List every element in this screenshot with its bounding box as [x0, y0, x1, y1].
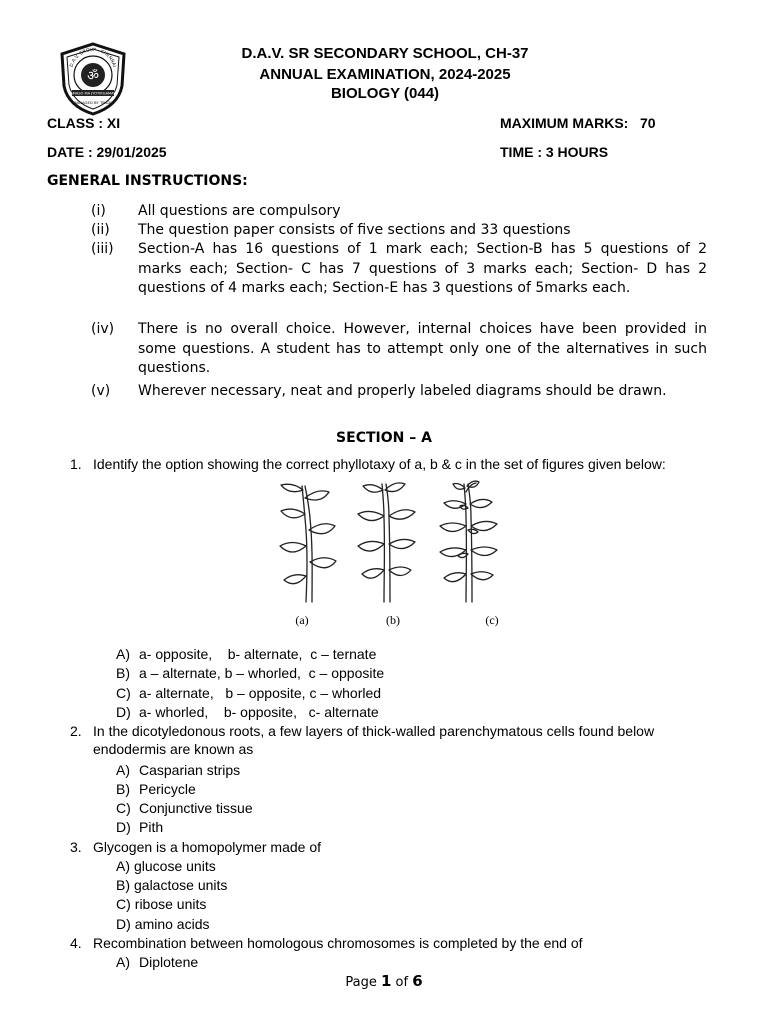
option[interactable]	[116, 818, 163, 836]
question	[70, 934, 720, 952]
instruction-text: Section-A has 16 questions of 1 mark each; Section-B has 5 questions of 2 marks each; Section- C has 7 questions of 3 marks each; Section- D has 2 questions of 4 marks each; Section-E has 3 questions of 5marks each.	[138, 241, 707, 296]
option-label: D)	[116, 916, 131, 932]
option-text: galactose units	[134, 877, 228, 893]
option-text: glucose units	[134, 858, 216, 874]
option-label: B)	[116, 781, 130, 797]
instruction-item	[91, 221, 707, 241]
option-text: a- opposite, b- alternate, c – ternate	[139, 646, 377, 662]
option[interactable]	[116, 953, 198, 971]
instruction-item	[91, 378, 707, 404]
option-text: a- whorled, b- opposite, c- alternate	[139, 704, 379, 720]
option[interactable]	[116, 645, 376, 663]
option-text: ribose units	[134, 896, 207, 912]
max-marks	[500, 115, 656, 132]
max-marks-label: MAXIMUM MARKS:	[500, 115, 629, 131]
instruction-item	[91, 202, 707, 222]
option-text: Pericycle	[139, 781, 196, 797]
instructions-title: GENERAL INSTRUCTIONS:	[47, 173, 248, 189]
option-label: A)	[116, 954, 130, 970]
option[interactable]	[116, 684, 381, 702]
option-text: Conjunctive tissue	[139, 800, 253, 816]
figure-label-b: (b)	[386, 613, 400, 627]
question	[70, 455, 720, 473]
svg-text:ॐ: ॐ	[87, 69, 99, 84]
instruction-number: (iv)	[91, 321, 115, 337]
option-text: Pith	[139, 819, 164, 835]
question-number: 2.	[70, 723, 82, 739]
question-text: Identify the option showing the correct phyllotaxy of a, b & c in the set of figures given below:	[93, 456, 666, 472]
option[interactable]	[116, 857, 216, 875]
instruction-number: (ii)	[91, 222, 110, 238]
option[interactable]	[116, 703, 379, 721]
option[interactable]	[116, 761, 240, 779]
logo-motto: TAMASO MA JYOTIRGAMAYA	[68, 91, 118, 96]
question-number: 4.	[70, 935, 82, 951]
option-text: a – alternate, b – whorled, c – opposite	[139, 665, 385, 681]
option[interactable]	[116, 780, 196, 798]
instruction-number: (v)	[91, 383, 111, 399]
option-label: A)	[116, 762, 130, 778]
question-text: Glycogen is a homopolymer made of	[93, 839, 321, 855]
option-text: Casparian strips	[139, 762, 241, 778]
instruction-text: The question paper consists of five sections and 33 questions	[138, 222, 571, 238]
instruction-number: (iii)	[91, 241, 114, 257]
figure-label-c: (c)	[485, 613, 499, 627]
option-label: C)	[116, 896, 131, 912]
option-label: C)	[116, 685, 131, 701]
school-logo	[58, 42, 128, 116]
question-text: In the dicotyledonous roots, a few layers of thick-walled parenchymatous cells found below endodermis are known as	[93, 723, 655, 757]
option-label: B)	[116, 877, 130, 893]
phyllotaxy-figure	[262, 478, 514, 630]
option[interactable]	[116, 895, 206, 913]
question	[70, 722, 720, 758]
max-marks-value: 70	[640, 115, 656, 131]
option[interactable]	[116, 876, 227, 894]
figure-label-a: (a)	[295, 613, 309, 627]
footer-of: of	[395, 975, 409, 990]
option[interactable]	[116, 915, 209, 933]
option-label: C)	[116, 800, 131, 816]
instruction-text: There is no overall choice. However, internal choices have been provided in some questions. A student has to attempt only one of the alternatives in such questions.	[138, 321, 707, 376]
option-label: A)	[116, 858, 130, 874]
option-label: A)	[116, 646, 130, 662]
logo-top-text: D.A.V. GROUP - CHENNAI	[69, 47, 117, 68]
page-footer	[0, 972, 768, 990]
logo-bottom-text: MANAGED BY TRADS	[73, 100, 113, 105]
option-label: B)	[116, 665, 130, 681]
plant-b-drawing	[358, 483, 415, 602]
instruction-text: All questions are compulsory	[138, 203, 341, 219]
exam-title: ANNUAL EXAMINATION, 2024-2025	[259, 66, 511, 83]
total-pages: 6	[412, 972, 423, 990]
question-number: 1.	[70, 456, 82, 472]
exam-date: DATE : 29/01/2025	[47, 144, 167, 160]
option-text: a- alternate, b – opposite, c – whorled	[139, 685, 382, 701]
plant-a-drawing	[280, 484, 336, 602]
section-a-title: SECTION – A	[336, 430, 432, 446]
instruction-item	[91, 320, 707, 379]
instruction-text: Wherever necessary, neat and properly labeled diagrams should be drawn.	[138, 383, 667, 399]
option-label: D)	[116, 819, 131, 835]
footer-prefix: Page	[345, 975, 377, 990]
school-name: D.A.V. SR SECONDARY SCHOOL, CH-37	[241, 45, 529, 62]
plant-c-drawing	[440, 481, 497, 602]
subject-title: BIOLOGY (044)	[330, 85, 440, 102]
instruction-number: (i)	[91, 203, 106, 219]
option[interactable]	[116, 664, 384, 682]
class-label: CLASS : XI	[47, 115, 121, 131]
option-label: D)	[116, 704, 131, 720]
exam-time: TIME : 3 HOURS	[500, 144, 609, 160]
current-page: 1	[380, 972, 392, 990]
question	[70, 838, 720, 856]
question-number: 3.	[70, 839, 82, 855]
instruction-item	[91, 240, 707, 299]
option-text: amino acids	[134, 916, 210, 932]
question-text: Recombination between homologous chromosomes is completed by the end of	[93, 935, 583, 951]
option[interactable]	[116, 799, 253, 817]
option-text: Diplotene	[139, 954, 199, 970]
